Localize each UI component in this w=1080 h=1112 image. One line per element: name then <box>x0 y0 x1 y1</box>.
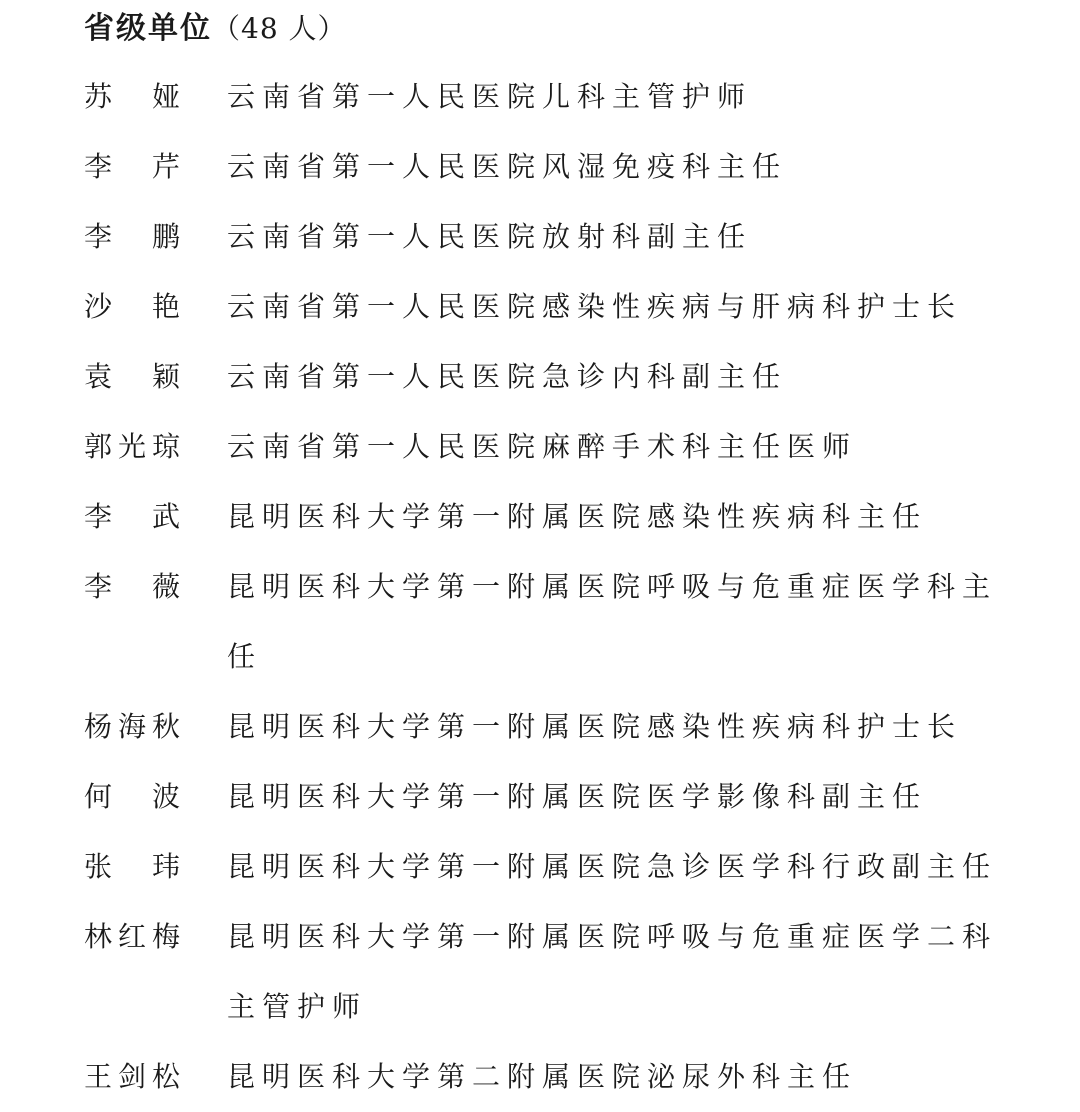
list-item <box>84 552 1044 692</box>
person-name: 李 薇 <box>84 570 187 603</box>
person-name: 张 玮 <box>84 850 187 883</box>
list-item <box>84 62 1044 132</box>
person-title: 云南省第一人民医院放射科副主任 <box>227 220 753 253</box>
person-name: 杨海秋 <box>84 710 187 743</box>
person-title: 云南省第一人民医院急诊内科副主任 <box>227 360 788 393</box>
person-title: 昆明医科大学第一附属医院感染性疾病科护士长 <box>227 710 963 743</box>
person-name: 苏 娅 <box>84 80 187 113</box>
list-item <box>84 832 1044 902</box>
person-name: 郭光琼 <box>84 430 187 463</box>
list-item <box>84 132 1044 202</box>
person-name: 袁 颖 <box>84 360 187 393</box>
section-heading <box>84 6 347 52</box>
list-item <box>84 762 1044 832</box>
list-item <box>84 902 1044 1042</box>
person-title: 昆明医科大学第一附属医院感染性疾病科主任 <box>227 500 928 533</box>
person-name: 何 波 <box>84 780 187 813</box>
person-name: 王剑松 <box>84 1060 187 1093</box>
list-item <box>84 202 1044 272</box>
person-name: 李 芹 <box>84 150 187 183</box>
person-title: 云南省第一人民医院风湿免疫科主任 <box>227 150 788 183</box>
list-item <box>84 412 1044 482</box>
person-name: 李 鹏 <box>84 220 187 253</box>
list-item <box>84 1042 1044 1112</box>
list-item <box>84 482 1044 552</box>
person-name: 李 武 <box>84 500 187 533</box>
person-title: 昆明医科大学第一附属医院呼吸与危重症医学科主任 <box>227 570 998 673</box>
person-title: 昆明医科大学第一附属医院医学影像科副主任 <box>227 780 928 813</box>
person-title: 昆明医科大学第一附属医院急诊医学科行政副主任 <box>227 850 998 883</box>
list-item <box>84 272 1044 342</box>
honoree-list <box>84 62 1044 1112</box>
person-title: 昆明医科大学第一附属医院呼吸与危重症医学二科主管护师 <box>227 920 998 1023</box>
section-count: （48 人） <box>212 12 347 45</box>
person-title: 云南省第一人民医院麻醉手术科主任医师 <box>227 430 858 463</box>
person-title: 云南省第一人民医院儿科主管护师 <box>227 80 753 113</box>
list-item <box>84 692 1044 762</box>
person-name: 沙 艳 <box>84 290 187 323</box>
section-title: 省级单位 <box>84 11 212 46</box>
person-name: 林红梅 <box>84 920 187 953</box>
person-title: 昆明医科大学第二附属医院泌尿外科主任 <box>227 1060 858 1093</box>
list-item <box>84 342 1044 412</box>
person-title: 云南省第一人民医院感染性疾病与肝病科护士长 <box>227 290 963 323</box>
